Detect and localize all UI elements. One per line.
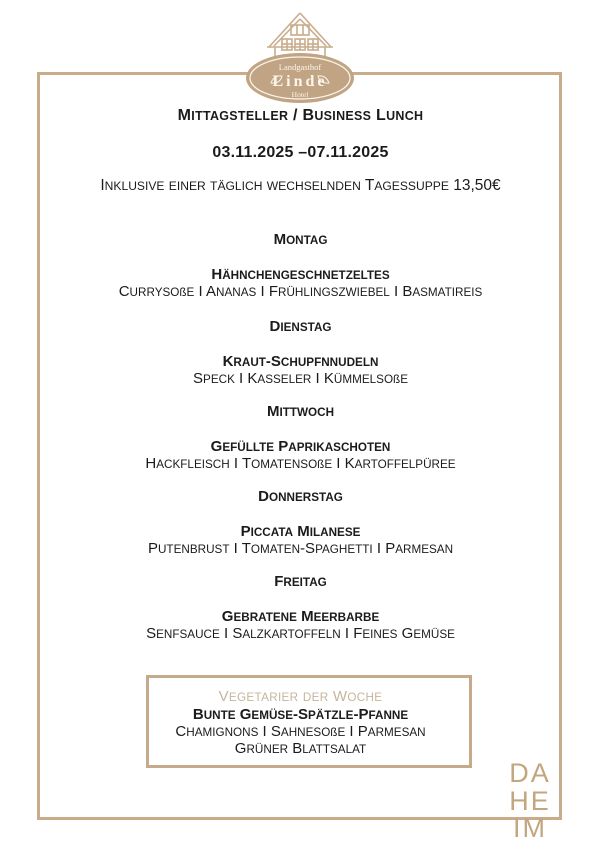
dish-name: PICCATA MILANESE [240, 523, 361, 540]
house-icon [267, 13, 333, 60]
hotel-logo [225, 4, 375, 108]
dish-name: GEFÜLLTE PAPRIKASCHOTEN [210, 438, 391, 455]
day-header-friday: FREITAG [274, 573, 327, 590]
page-title: MITTAGSTELLER / BUSINESS LUNCH [177, 107, 424, 124]
dish-name: GEBRATENE MEERBARBE [221, 608, 380, 625]
dish-sides: SPECK I KASSELER I KÜMMELSOßE [193, 370, 408, 387]
dish-sides: SENFSAUCE I SALZKARTOFFELN I FEINES GEMÜSE [146, 625, 455, 642]
vegetarian-box [146, 675, 472, 768]
dish-name: KRAUT-SCHUPFNNUDELN [222, 353, 379, 370]
day-header-monday: MONTAG [273, 231, 328, 248]
dish-sides: CURRYSOßE I ANANAS I FRÜHLINGSZWIEBEL I BASMATIREIS [118, 283, 483, 300]
date-range: 03.11.2025 –07.11.2025 [212, 144, 389, 161]
dish-sides: HACKFLEISCH I TOMATENSOßE I KARTOFFELPÜREE [145, 455, 456, 472]
soup-note: INKLUSIVE EINER TÄGLICH WECHSELNDEN TAGESSUPPE 13,50€ [100, 177, 501, 194]
daheim-logo [499, 760, 561, 843]
daheim-line: HE [509, 785, 551, 816]
vegetarian-sides: CHAMIGNONS I SAHNESOßE I PARMESAN [175, 723, 426, 740]
day-header-wednesday: MITTWOCH [266, 403, 335, 420]
dish-name: HÄHNCHENGESCHNETZELTES [211, 266, 390, 283]
logo-text-top: Landgasthof [278, 62, 322, 72]
logo-text-bottom: Hotel [291, 90, 309, 99]
dish-sides: PUTENBRUST I TOMATEN-SPAGHETTI I PARMESAN [147, 540, 454, 557]
daheim-line: DA [509, 758, 551, 788]
logo-text-main: Linde [272, 73, 328, 90]
vegetarian-heading: VEGETARIER DER WOCHE [218, 688, 383, 705]
vegetarian-extra: GRÜNER BLATTSALAT [234, 740, 367, 757]
day-header-tuesday: DIENSTAG [269, 318, 332, 335]
day-header-thursday: DONNERSTAG [258, 488, 343, 505]
daheim-line: IM [513, 813, 547, 843]
vegetarian-dish: BUNTE GEMÜSE-SPÄTZLE-PFANNE [192, 706, 409, 723]
